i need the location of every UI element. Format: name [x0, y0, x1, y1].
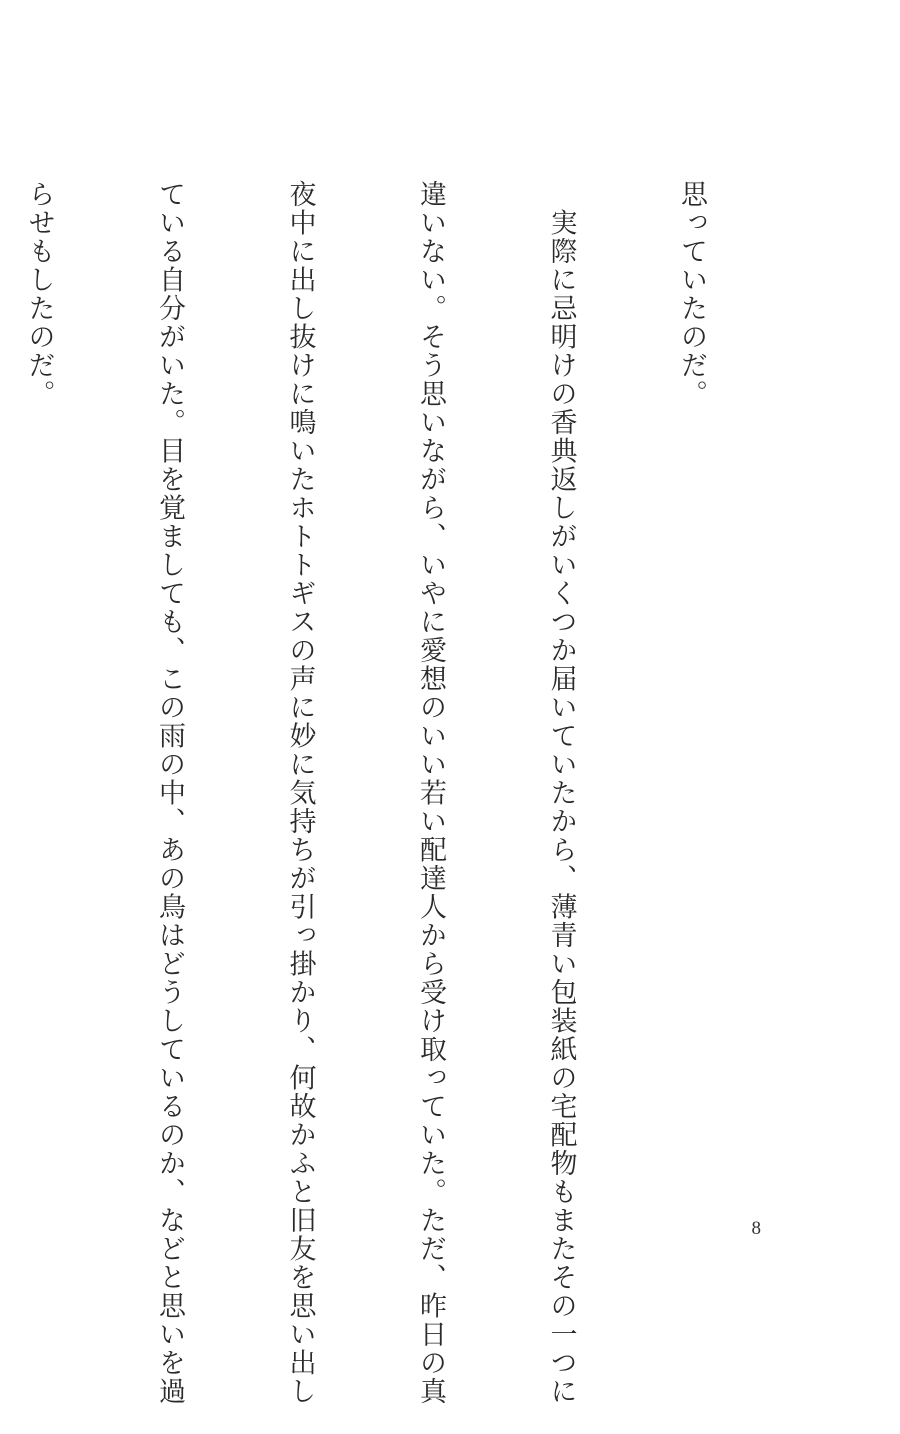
text-line: 夜中に出し抜けに鳴いたホトトギスの声に妙に気持ちが引っ掛かり、何故かふと旧友を思い出し — [284, 180, 316, 1406]
text-line: 実際に忌明けの香典返しがいくつか届いていたから、薄青い包装紙の宅配物もまたその一つに — [545, 180, 577, 1406]
text-line: 思っていたのだ。 — [676, 180, 707, 408]
page-number: 8 — [751, 1218, 761, 1239]
text-line: 違いない。そう思いながら、いやに愛想のいい若い配達人から受け取っていた。ただ、昨日の真 — [415, 180, 446, 1406]
text-line: ている自分がいた。目を覚ましても、この雨の中、あの鳥はどうしているのか、などと思いを過 — [154, 180, 185, 1406]
text-line: らせもしたのだ。 — [23, 180, 55, 408]
body-text — [0, 180, 800, 1406]
